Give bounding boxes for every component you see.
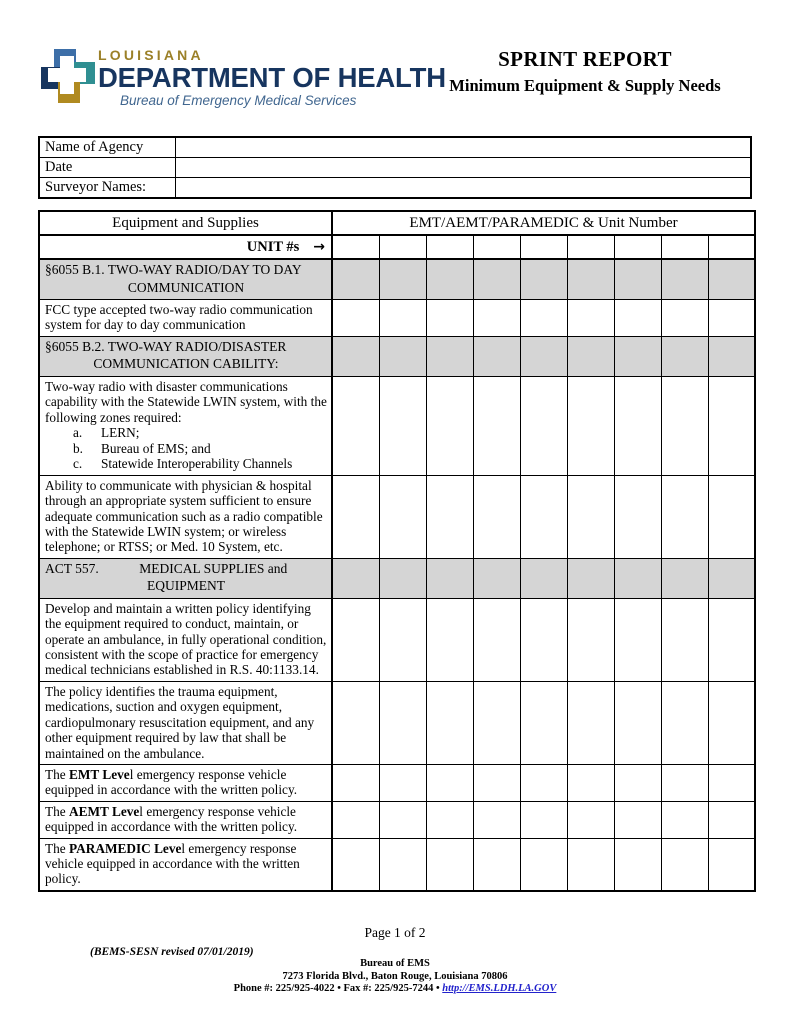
checklist-cell[interactable] (520, 376, 567, 475)
checklist-cell[interactable] (426, 259, 473, 300)
checklist-cell[interactable] (473, 259, 520, 300)
equipment-checklist-table (38, 210, 756, 892)
checklist-cell[interactable] (426, 801, 473, 838)
requirement-level-label: PARAMEDIC Leve (69, 840, 182, 856)
checklist-cell[interactable] (614, 376, 661, 475)
section-header-line-2: COMMUNICATION CABILITY: (93, 356, 279, 372)
checklist-cell[interactable] (614, 336, 661, 376)
table-row (39, 300, 755, 337)
checklist-cell[interactable] (379, 558, 426, 598)
checklist-cell[interactable] (661, 598, 708, 681)
checklist-cell[interactable] (520, 475, 567, 558)
section-header-row (39, 336, 755, 376)
checklist-cell[interactable] (661, 336, 708, 376)
section-header-row (39, 259, 755, 300)
checklist-cell[interactable] (708, 558, 755, 598)
table-row (39, 178, 751, 199)
section-header-line-2: EQUIPMENT (147, 578, 225, 594)
requirement-text: The policy identifies the trauma equipment, medications, suction and oxygen equipment, cardiopulmonary resuscitation equipment, and any other equipment required by law that shall be maintained on the ambulance. (39, 681, 332, 764)
checklist-cell[interactable] (708, 376, 755, 475)
section-header-text (39, 558, 332, 598)
table-row (39, 475, 755, 558)
list-item (73, 441, 327, 457)
unit-numbers-row (39, 235, 755, 259)
unit-numbers-label-text: UNIT #s (246, 238, 300, 255)
checklist-cell[interactable] (520, 558, 567, 598)
list-item-marker: a. (73, 425, 83, 441)
requirement-text: Develop and maintain a written policy identifying the equipment required to conduct, maintain, or operate an ambulance, in fully operational condition, consistent with the scope of practice for emergency medical technicians established in R.S. 40:1133.14. (39, 598, 332, 681)
checklist-cell[interactable] (567, 300, 614, 337)
checklist-cell[interactable] (520, 801, 567, 838)
list-item-label: Statewide Interoperability Channels (101, 456, 293, 472)
table-row (39, 801, 755, 838)
info-label-name-of-agency: Name of Agency (39, 137, 176, 158)
page-number: Page 1 of 2 (364, 925, 426, 940)
checklist-cell[interactable] (473, 376, 520, 475)
requirement-prefix: The (45, 766, 69, 782)
requirement-intro: Two-way radio with disaster communications capability with the Statewide LWIN system, with the following zones required: (45, 378, 327, 425)
agency-info-table (38, 136, 752, 199)
section-header-line-1: §6055 B.2. TWO-WAY RADIO/DISASTER (45, 338, 287, 354)
checklist-cell[interactable] (473, 764, 520, 801)
page-subtitle: Minimum Equipment & Supply Needs (449, 76, 721, 95)
checklist-cell[interactable] (332, 475, 379, 558)
checklist-cell[interactable] (520, 681, 567, 764)
checklist-cell[interactable] (426, 376, 473, 475)
requirement-suffix: l emergency response vehicle equipped in accordance with the written policy. (45, 803, 298, 835)
checklist-cell[interactable] (661, 764, 708, 801)
page-title: SPRINT REPORT (498, 47, 672, 71)
unit-number-input[interactable] (661, 235, 708, 259)
checklist-cell[interactable] (379, 376, 426, 475)
table-row (39, 764, 755, 801)
checklist-cell[interactable] (661, 259, 708, 300)
table-header-row (39, 211, 755, 235)
table-row (39, 838, 755, 891)
checklist-cell[interactable] (661, 300, 708, 337)
checklist-cell[interactable] (520, 336, 567, 376)
checklist-cell[interactable] (520, 764, 567, 801)
requirement-suffix: l emergency response vehicle equipped in accordance with the written policy. (45, 840, 300, 887)
checklist-cell[interactable] (332, 764, 379, 801)
info-input-date[interactable] (176, 158, 752, 178)
checklist-cell[interactable] (614, 801, 661, 838)
checklist-cell[interactable] (520, 838, 567, 891)
table-row (39, 158, 751, 178)
checklist-cell[interactable] (708, 300, 755, 337)
unit-number-input[interactable] (708, 235, 755, 259)
requirement-sublist (45, 425, 327, 472)
footer-org: Bureau of EMS (360, 958, 430, 969)
checklist-cell[interactable] (426, 598, 473, 681)
checklist-cell[interactable] (708, 801, 755, 838)
checklist-cell[interactable] (567, 558, 614, 598)
requirement-text (39, 376, 332, 475)
section-header-text (39, 336, 332, 376)
checklist-cell[interactable] (332, 376, 379, 475)
checklist-cell[interactable] (473, 558, 520, 598)
column-header-emt-unit-number: EMT/AEMT/PARAMEDIC & Unit Number (332, 211, 755, 235)
info-input-surveyor-names[interactable] (176, 178, 752, 199)
requirement-suffix: l emergency response vehicle equipped in accordance with the written policy. (45, 766, 298, 798)
unit-number-input[interactable] (473, 235, 520, 259)
info-label-surveyor-names: Surveyor Names: (39, 178, 176, 199)
unit-number-input[interactable] (520, 235, 567, 259)
checklist-cell[interactable] (426, 558, 473, 598)
checklist-cell[interactable] (473, 336, 520, 376)
checklist-cell[interactable] (708, 259, 755, 300)
checklist-cell[interactable] (567, 336, 614, 376)
checklist-cell[interactable] (708, 838, 755, 891)
checklist-cell[interactable] (332, 801, 379, 838)
checklist-cell[interactable] (473, 801, 520, 838)
checklist-cell[interactable] (567, 475, 614, 558)
checklist-cell[interactable] (473, 300, 520, 337)
checklist-cell[interactable] (708, 475, 755, 558)
checklist-cell[interactable] (567, 376, 614, 475)
checklist-cell[interactable] (614, 475, 661, 558)
checklist-cell[interactable] (614, 300, 661, 337)
list-item-label: Bureau of EMS; and (101, 440, 211, 456)
checklist-cell[interactable] (567, 764, 614, 801)
checklist-cell[interactable] (661, 838, 708, 891)
section-header-row (39, 558, 755, 598)
right-arrow-icon: → (313, 238, 325, 255)
checklist-cell[interactable] (614, 764, 661, 801)
checklist-cell[interactable] (332, 336, 379, 376)
document-header (36, 38, 754, 118)
unit-number-input[interactable] (567, 235, 614, 259)
footer-phone-fax: Phone #: 225/925-4022 • Fax #: 225/925-7244 • (233, 983, 443, 994)
checklist-cell[interactable] (473, 681, 520, 764)
report-title-block (420, 46, 750, 97)
checklist-cell[interactable] (379, 475, 426, 558)
checklist-cell[interactable] (473, 598, 520, 681)
requirement-text (39, 764, 332, 801)
agency-logo (40, 40, 446, 114)
checklist-cell[interactable] (332, 300, 379, 337)
checklist-cell[interactable] (426, 475, 473, 558)
checklist-cell[interactable] (661, 558, 708, 598)
checklist-cell[interactable] (426, 336, 473, 376)
footer-contact-line (0, 983, 790, 996)
column-header-equipment-and-supplies: Equipment and Supplies (39, 211, 332, 235)
checklist-cell[interactable] (661, 681, 708, 764)
requirement-level-label: EMT Leve (69, 766, 130, 782)
checklist-cell[interactable] (379, 259, 426, 300)
revision-stamp: (BEMS-SESN revised 07/01/2019) (90, 946, 254, 958)
checklist-cell[interactable] (614, 681, 661, 764)
checklist-cell[interactable] (661, 801, 708, 838)
checklist-cell[interactable] (426, 681, 473, 764)
table-row (39, 681, 755, 764)
footer-website-link[interactable]: http://EMS.LDH.LA.GOV (442, 983, 557, 994)
section-header-line-1: ACT 557. MEDICAL SUPPLIES and (45, 560, 288, 576)
checklist-cell[interactable] (379, 801, 426, 838)
footer-contact-block (0, 958, 790, 996)
checklist-cell[interactable] (379, 764, 426, 801)
checklist-cell[interactable] (567, 259, 614, 300)
checklist-cell[interactable] (708, 598, 755, 681)
requirement-prefix: The (45, 803, 69, 819)
checklist-cell[interactable] (708, 336, 755, 376)
unit-numbers-label (39, 235, 332, 259)
unit-number-input[interactable] (614, 235, 661, 259)
checklist-cell[interactable] (379, 681, 426, 764)
checklist-cell[interactable] (426, 838, 473, 891)
list-item (73, 456, 327, 472)
table-row (39, 598, 755, 681)
list-item (73, 425, 327, 441)
louisiana-doh-cross-logo-icon (40, 48, 96, 104)
checklist-cell[interactable] (708, 681, 755, 764)
checklist-cell[interactable] (614, 598, 661, 681)
section-header-line-1: §6055 B.1. TWO-WAY RADIO/DAY TO DAY (45, 262, 302, 277)
checklist-cell[interactable] (661, 475, 708, 558)
checklist-cell[interactable] (520, 300, 567, 337)
requirement-prefix: The (45, 840, 69, 856)
info-label-date: Date (39, 158, 176, 178)
checklist-cell[interactable] (426, 300, 473, 337)
section-header-line-2: COMMUNICATION (127, 279, 245, 295)
checklist-cell[interactable] (567, 598, 614, 681)
checklist-cell[interactable] (379, 300, 426, 337)
checklist-cell[interactable] (473, 838, 520, 891)
checklist-cell[interactable] (332, 681, 379, 764)
checklist-cell[interactable] (473, 475, 520, 558)
list-item-marker: b. (73, 440, 83, 456)
list-item-label: LERN; (101, 425, 140, 441)
checklist-cell[interactable] (379, 336, 426, 376)
table-row (39, 376, 755, 475)
checklist-cell[interactable] (614, 558, 661, 598)
checklist-cell[interactable] (520, 259, 567, 300)
requirement-text: FCC type accepted two-way radio communication system for day to day communication (39, 300, 332, 337)
checklist-cell[interactable] (426, 764, 473, 801)
checklist-cell[interactable] (520, 598, 567, 681)
logo-bureau-text: Bureau of Emergency Medical Services (120, 93, 357, 108)
unit-number-input[interactable] (379, 235, 426, 259)
unit-number-input[interactable] (332, 235, 379, 259)
checklist-cell[interactable] (332, 259, 379, 300)
checklist-cell[interactable] (332, 838, 379, 891)
checklist-cell[interactable] (332, 558, 379, 598)
requirement-text (39, 801, 332, 838)
unit-number-input[interactable] (426, 235, 473, 259)
checklist-cell[interactable] (379, 838, 426, 891)
requirement-text (39, 838, 332, 891)
info-input-name-of-agency[interactable] (176, 137, 752, 158)
checklist-cell[interactable] (614, 838, 661, 891)
footer-address: 7273 Florida Blvd., Baton Rouge, Louisiana 70806 (282, 970, 508, 982)
checklist-cell[interactable] (567, 838, 614, 891)
requirement-text: Ability to communicate with physician & hospital through an appropriate system sufficient to ensure adequate communication such as a radio compatible with the Statewide LWIN system; or wireless telephone; or RTSS; or Med. 10 System, etc. (39, 475, 332, 558)
checklist-cell[interactable] (567, 801, 614, 838)
checklist-cell[interactable] (708, 764, 755, 801)
checklist-cell[interactable] (379, 598, 426, 681)
section-header-text (39, 259, 332, 300)
checklist-cell[interactable] (567, 681, 614, 764)
list-item-marker: c. (73, 456, 83, 472)
checklist-cell[interactable] (614, 259, 661, 300)
checklist-cell[interactable] (661, 376, 708, 475)
requirement-level-label: AEMT Leve (69, 803, 140, 819)
logo-department-text: DEPARTMENT OF HEALTH (98, 62, 446, 93)
table-row (39, 137, 751, 158)
logo-louisiana-text: LOUISIANA (98, 47, 204, 63)
checklist-cell[interactable] (332, 598, 379, 681)
